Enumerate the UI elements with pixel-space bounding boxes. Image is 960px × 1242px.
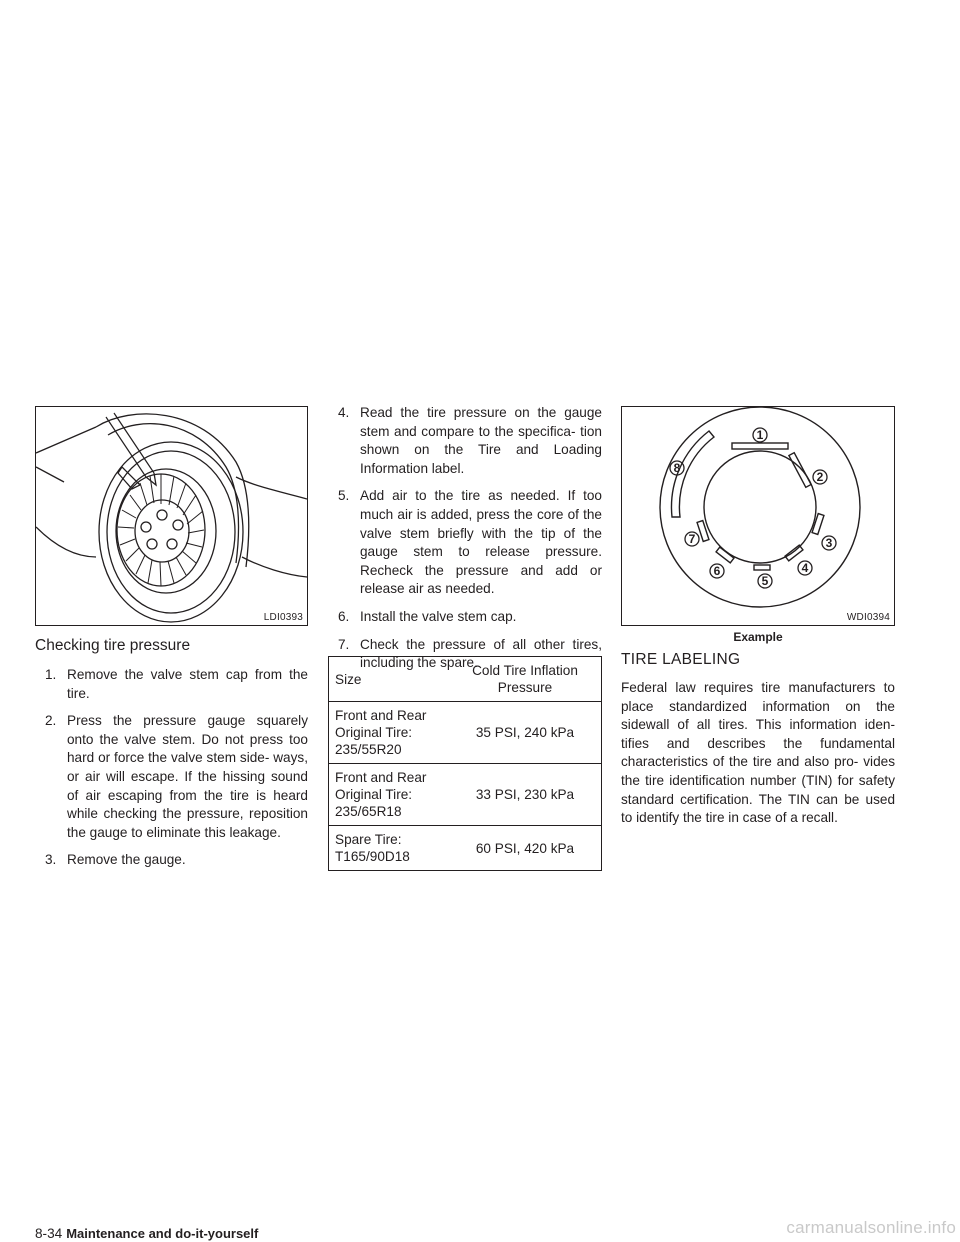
steps-list-middle: [328, 404, 602, 673]
step-text: Remove the valve stem cap from the tire.: [67, 667, 308, 701]
step-number: 3.: [45, 852, 57, 868]
table-cell-pressure: 33 PSI, 230 kPa: [449, 764, 602, 826]
svg-text:6: 6: [713, 564, 721, 578]
callout-2: [813, 470, 827, 484]
figure-caption-example: Example: [733, 630, 783, 644]
table-header-size: Size: [329, 657, 450, 702]
table-cell-pressure: 35 PSI, 240 kPa: [449, 702, 602, 764]
tire-labeling-diagram: [622, 407, 894, 625]
step-text: Add air to the tire as needed. If too much air is added, press the core of the valve stem briefly with the tip of the gauge stem to release pressure. Recheck the pressure and add or release air as needed.: [360, 488, 602, 597]
table-row: [329, 702, 602, 764]
table-cell-size: Spare Tire: T165/90D18: [329, 826, 450, 871]
section-heading-checking: Checking tire pressure: [35, 637, 191, 654]
callout-8: [670, 461, 684, 475]
tire-labeling-paragraph: Federal law requires tire manufacturers to place standardized information on the sidewall of all tires. This information iden- tifies and describes the fundamental characteristics of the tire and also pro- vides the tire identification number (TIN) for safety standard certification. The TIN can be used to identify the tire in case of a recall.: [621, 680, 895, 826]
figure-id-left: LDI0393: [263, 612, 303, 623]
callout-5: [758, 574, 772, 588]
figure-id-right: WDI0394: [846, 612, 890, 623]
section-heading-tire-labeling: TIRE LABELING: [621, 651, 741, 668]
step-item: [328, 608, 602, 627]
section-title: Maintenance and do-it-yourself: [66, 1226, 259, 1241]
step-number: 4.: [338, 405, 350, 420]
step-text: Check the pressure of all other tires, including the spare.: [360, 636, 602, 671]
step-text: Read the tire pressure on the gauge stem and compare to the specifica- tion shown on the Tire and Loading Information label.: [360, 405, 602, 476]
step-item: [328, 404, 602, 478]
step-text: Remove the gauge.: [67, 852, 186, 868]
step-number: 5.: [338, 488, 350, 504]
table-header-row: [329, 657, 602, 702]
step-item: [35, 851, 308, 870]
svg-text:7: 7: [688, 532, 696, 546]
callout-4: [798, 561, 812, 575]
step-number: 6.: [338, 608, 350, 624]
table-row: [329, 764, 602, 826]
svg-text:8: 8: [673, 461, 681, 475]
table-header-pressure: Cold Tire Inflation Pressure: [449, 657, 602, 702]
table-cell-size: Front and Rear Original Tire: 235/65R18: [329, 764, 450, 826]
right-column: [621, 651, 895, 828]
step-item: [328, 487, 602, 599]
svg-text:1: 1: [756, 428, 764, 442]
step-number: 1.: [45, 667, 57, 682]
callout-7: [685, 532, 699, 546]
table-row: [329, 826, 602, 871]
callout-6: [710, 564, 724, 578]
figure-tire-gauge: [35, 406, 308, 626]
step-text: Install the valve stem cap.: [360, 608, 517, 624]
callout-3: [822, 536, 836, 550]
svg-text:2: 2: [816, 470, 824, 484]
svg-text:4: 4: [801, 561, 809, 575]
callout-1: [753, 428, 767, 442]
step-number: 2.: [45, 713, 57, 729]
table-cell-size: Front and Rear Original Tire: 235/55R20: [329, 702, 450, 764]
tire-gauge-illustration: [36, 407, 307, 625]
page-number: 8-34: [35, 1226, 63, 1241]
step-text: Press the pressure gauge squarely onto the valve stem. Do not press too hard or force the valve stem side- ways, or air will escape. If the hissing sound of air escaping from the tire is heard while checking the pressure, reposition the gauge to eliminate this leakage.: [67, 713, 308, 840]
figure-tire-labeling: [621, 406, 895, 626]
step-number: 7.: [338, 636, 350, 652]
left-column: [35, 637, 308, 879]
footer-text-row: [35, 1226, 258, 1241]
step-item: [35, 712, 308, 842]
table-cell-pressure: 60 PSI, 420 kPa: [449, 826, 602, 871]
steps-list-left: [35, 666, 308, 870]
step-item: [35, 666, 308, 703]
watermark: carmanualsonline.info: [786, 1218, 956, 1237]
svg-text:3: 3: [825, 536, 833, 550]
svg-text:5: 5: [761, 574, 769, 588]
middle-column: [328, 404, 602, 682]
tire-pressure-table: [328, 656, 602, 871]
